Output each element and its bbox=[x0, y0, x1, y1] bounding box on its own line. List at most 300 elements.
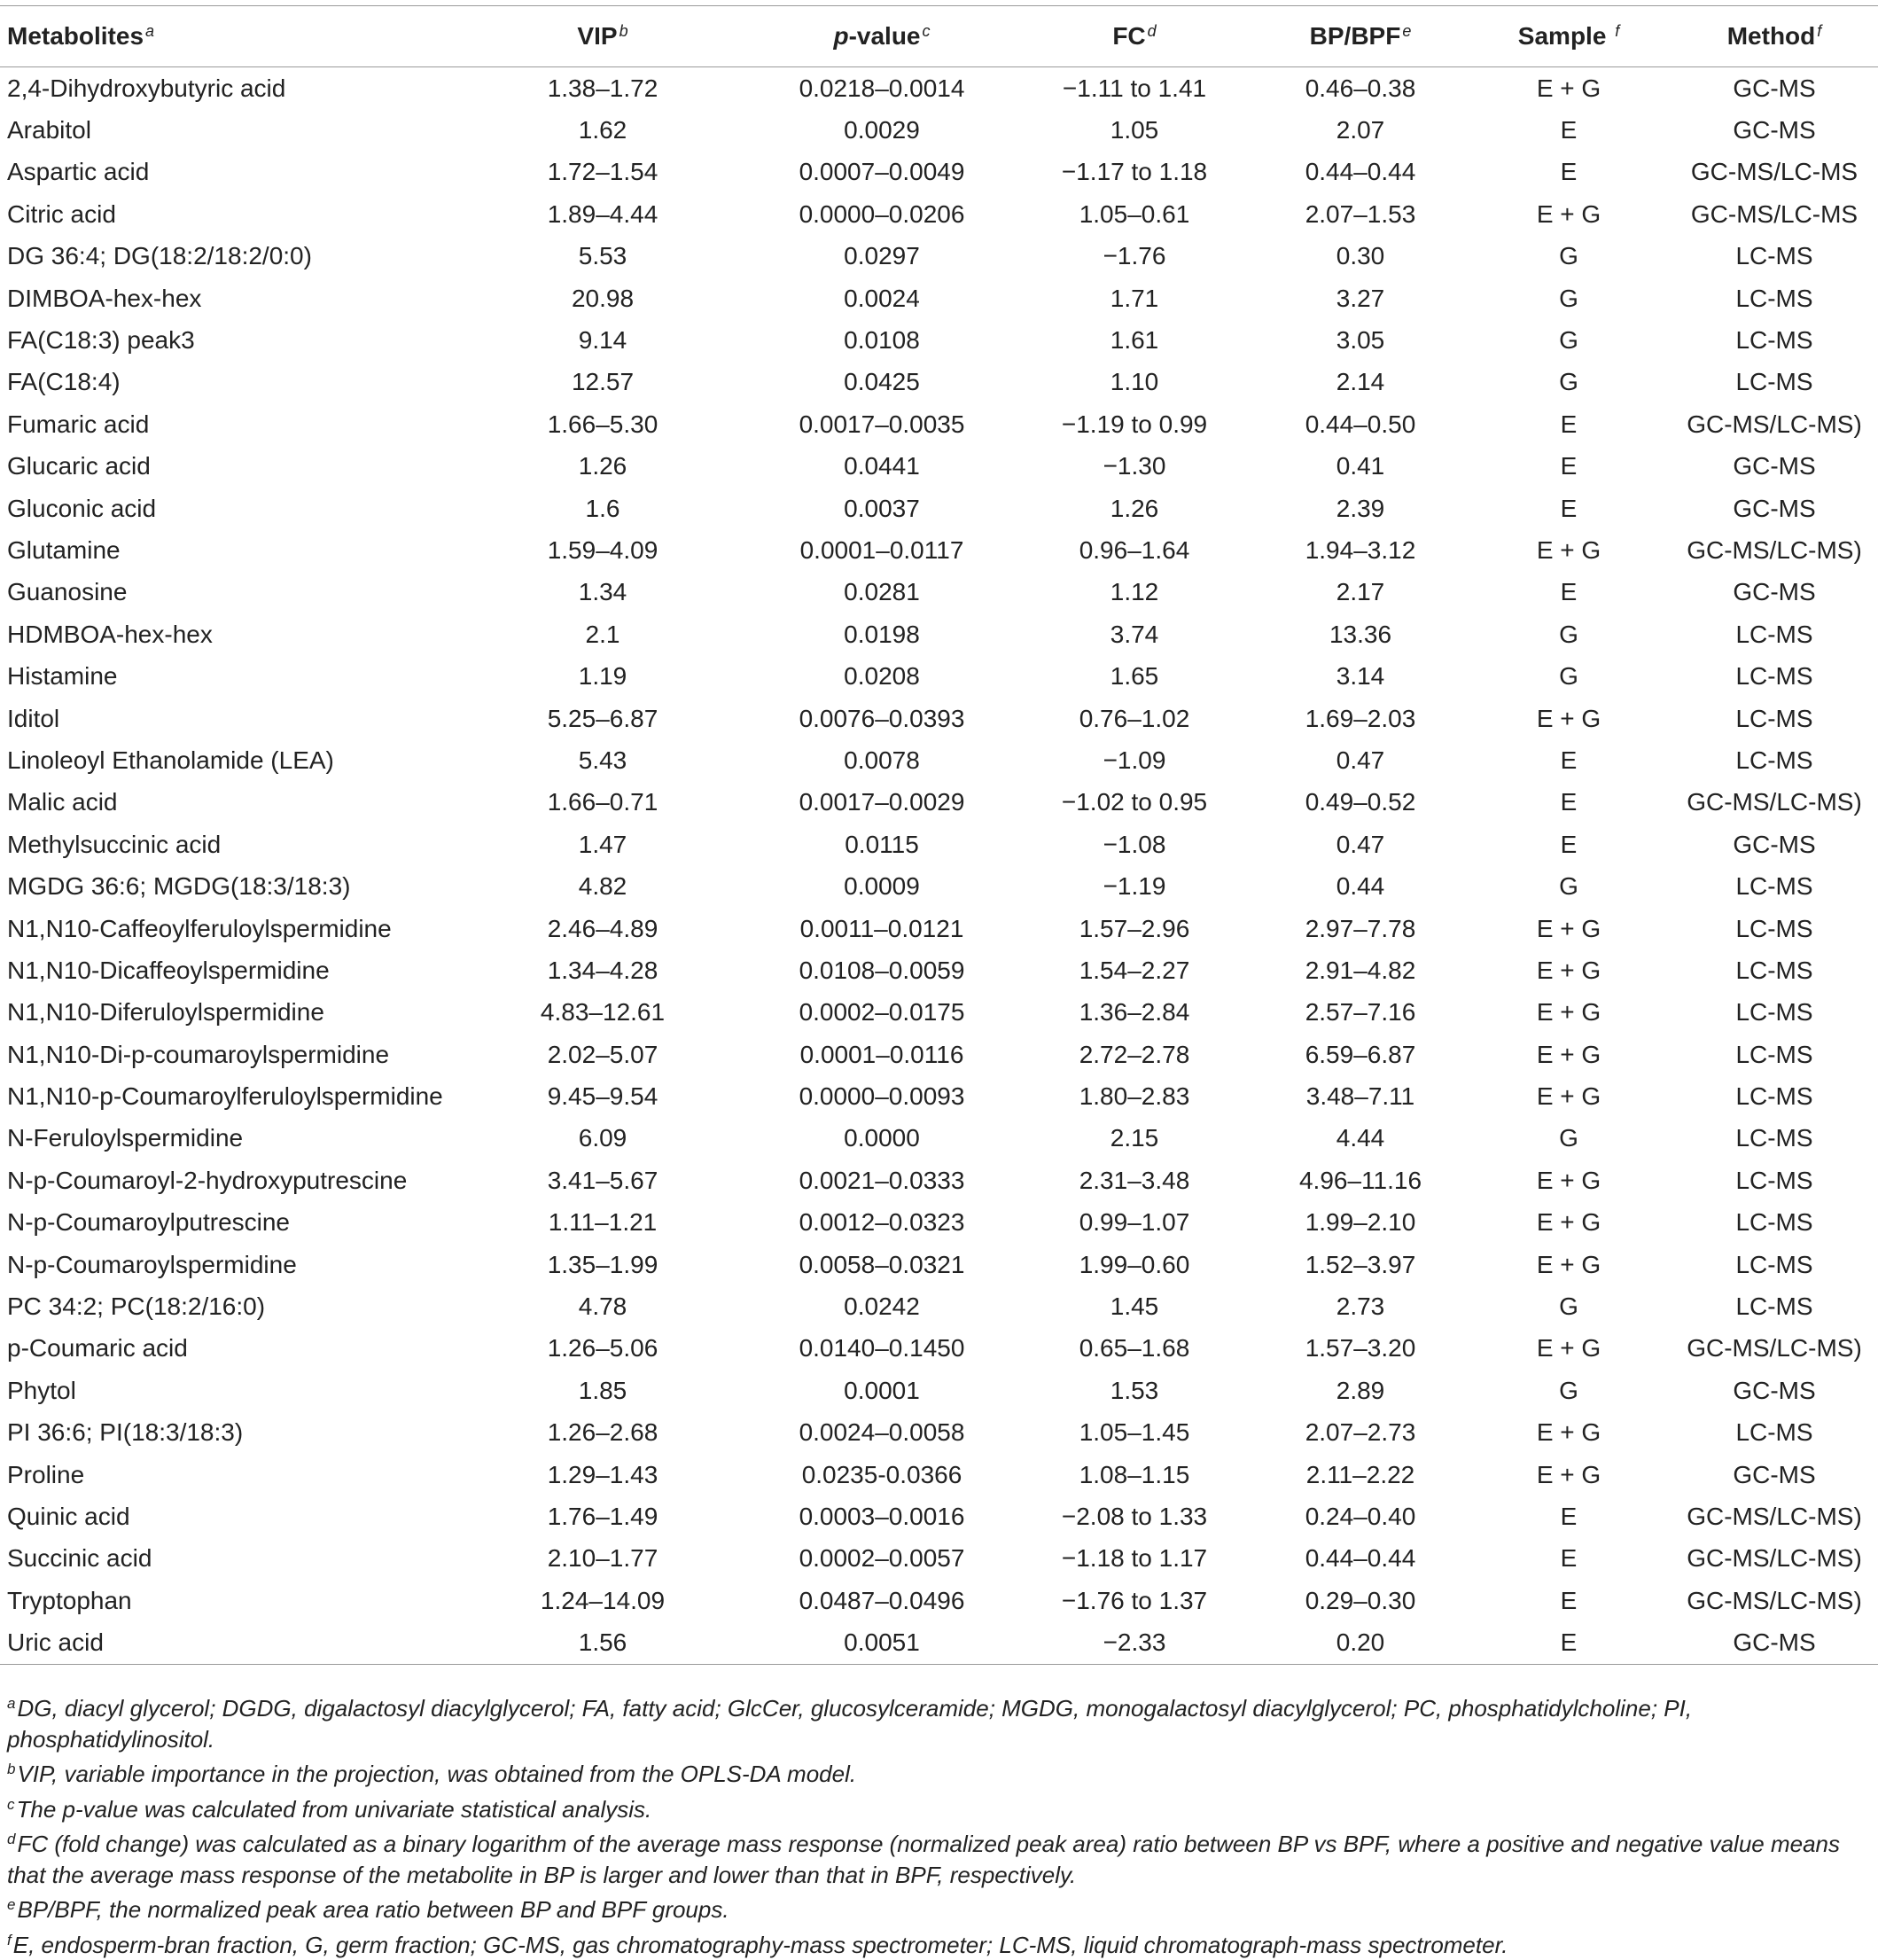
cell-vip: 4.78 bbox=[456, 1285, 749, 1327]
cell-bp-bpf: 2.39 bbox=[1254, 488, 1467, 529]
cell-metabolite: p-Coumaric acid bbox=[0, 1328, 456, 1370]
cell-method: LC-MS bbox=[1671, 1412, 1878, 1454]
cell-vip: 6.09 bbox=[456, 1118, 749, 1160]
cell-bp-bpf: 0.41 bbox=[1254, 446, 1467, 488]
cell-p-value: 0.0198 bbox=[749, 613, 1015, 655]
cell-p-value: 0.0000–0.0093 bbox=[749, 1075, 1015, 1117]
cell-method: LC-MS bbox=[1671, 949, 1878, 991]
cell-fc: −1.76 bbox=[1015, 236, 1254, 277]
cell-sample: E bbox=[1467, 109, 1671, 151]
cell-vip: 1.6 bbox=[456, 488, 749, 529]
cell-metabolite: FA(C18:3) peak3 bbox=[0, 319, 456, 361]
cell-p-value: 0.0297 bbox=[749, 236, 1015, 277]
cell-bp-bpf: 4.44 bbox=[1254, 1118, 1467, 1160]
cell-sample: E bbox=[1467, 739, 1671, 781]
cell-bp-bpf: 2.07–2.73 bbox=[1254, 1412, 1467, 1454]
cell-vip: 1.19 bbox=[456, 655, 749, 697]
cell-metabolite: FA(C18:4) bbox=[0, 362, 456, 403]
cell-p-value: 0.0051 bbox=[749, 1621, 1015, 1664]
cell-bp-bpf: 1.69–2.03 bbox=[1254, 698, 1467, 739]
cell-vip: 3.41–5.67 bbox=[456, 1160, 749, 1201]
cell-sample: G bbox=[1467, 319, 1671, 361]
cell-fc: 1.65 bbox=[1015, 655, 1254, 697]
cell-bp-bpf: 0.47 bbox=[1254, 824, 1467, 865]
cell-fc: 2.31–3.48 bbox=[1015, 1160, 1254, 1201]
cell-metabolite: DG 36:4; DG(18:2/18:2/0:0) bbox=[0, 236, 456, 277]
cell-sample: G bbox=[1467, 1118, 1671, 1160]
cell-fc: 0.76–1.02 bbox=[1015, 698, 1254, 739]
cell-vip: 1.29–1.43 bbox=[456, 1454, 749, 1495]
cell-method: GC-MS/LC-MS) bbox=[1671, 1495, 1878, 1537]
cell-fc: 1.05–0.61 bbox=[1015, 193, 1254, 235]
cell-p-value: 0.0425 bbox=[749, 362, 1015, 403]
cell-bp-bpf: 0.44–0.44 bbox=[1254, 1538, 1467, 1580]
cell-method: GC-MS bbox=[1671, 572, 1878, 613]
table-row bbox=[0, 1328, 1878, 1370]
cell-metabolite: Guanosine bbox=[0, 572, 456, 613]
cell-bp-bpf: 0.49–0.52 bbox=[1254, 782, 1467, 824]
cell-fc: 2.15 bbox=[1015, 1118, 1254, 1160]
cell-bp-bpf: 2.91–4.82 bbox=[1254, 949, 1467, 991]
cell-p-value: 0.0017–0.0035 bbox=[749, 403, 1015, 445]
cell-metabolite: 2,4-Dihydroxybutyric acid bbox=[0, 67, 456, 110]
cell-metabolite: Glucaric acid bbox=[0, 446, 456, 488]
cell-method: GC-MS/LC-MS) bbox=[1671, 1328, 1878, 1370]
cell-metabolite: N-p-Coumaroylputrescine bbox=[0, 1202, 456, 1244]
table-row bbox=[0, 992, 1878, 1034]
table-body bbox=[0, 67, 1878, 1665]
cell-sample: E + G bbox=[1467, 1328, 1671, 1370]
cell-vip: 1.34 bbox=[456, 572, 749, 613]
table-row bbox=[0, 277, 1878, 319]
cell-p-value: 0.0242 bbox=[749, 1285, 1015, 1327]
table-row bbox=[0, 362, 1878, 403]
cell-method: GC-MS/LC-MS) bbox=[1671, 529, 1878, 571]
footnote-text: E, endosperm-bran fraction, G, germ fraction; GC-MS, gas chromatography-mass spectrometer; LC-MS, liquid chromatograph-mass spectrometer. bbox=[13, 1932, 1508, 1958]
cell-vip: 1.38–1.72 bbox=[456, 67, 749, 110]
cell-metabolite: N-p-Coumaroyl-2-hydroxyputrescine bbox=[0, 1160, 456, 1201]
cell-metabolite: Quinic acid bbox=[0, 1495, 456, 1537]
cell-bp-bpf: 0.24–0.40 bbox=[1254, 1495, 1467, 1537]
cell-method: LC-MS bbox=[1671, 865, 1878, 907]
header-method: Method $^f$ bbox=[1671, 6, 1878, 67]
cell-fc: −1.19 to 0.99 bbox=[1015, 403, 1254, 445]
cell-sample: E + G bbox=[1467, 698, 1671, 739]
cell-sample: G bbox=[1467, 236, 1671, 277]
metabolites-table bbox=[0, 5, 1878, 1665]
cell-fc: −2.08 to 1.33 bbox=[1015, 1495, 1254, 1537]
cell-fc: −1.02 to 0.95 bbox=[1015, 782, 1254, 824]
table-row bbox=[0, 572, 1878, 613]
cell-metabolite: PI 36:6; PI(18:3/18:3) bbox=[0, 1412, 456, 1454]
cell-fc: 1.99–0.60 bbox=[1015, 1244, 1254, 1285]
cell-sample: E + G bbox=[1467, 1034, 1671, 1075]
cell-sample: E bbox=[1467, 1621, 1671, 1664]
cell-fc: 1.45 bbox=[1015, 1285, 1254, 1327]
cell-vip: 5.25–6.87 bbox=[456, 698, 749, 739]
cell-fc: −1.17 to 1.18 bbox=[1015, 152, 1254, 193]
table-row bbox=[0, 529, 1878, 571]
cell-method: GC-MS bbox=[1671, 824, 1878, 865]
cell-sample: E + G bbox=[1467, 949, 1671, 991]
cell-vip: 2.10–1.77 bbox=[456, 1538, 749, 1580]
cell-p-value: 0.0021–0.0333 bbox=[749, 1160, 1015, 1201]
cell-metabolite: Uric acid bbox=[0, 1621, 456, 1664]
cell-p-value: 0.0002–0.0057 bbox=[749, 1538, 1015, 1580]
cell-sample: G bbox=[1467, 362, 1671, 403]
cell-method: LC-MS bbox=[1671, 1285, 1878, 1327]
cell-sample: E + G bbox=[1467, 1244, 1671, 1285]
cell-p-value: 0.0003–0.0016 bbox=[749, 1495, 1015, 1537]
footnote-a bbox=[7, 1689, 1874, 1754]
cell-fc: 0.65–1.68 bbox=[1015, 1328, 1254, 1370]
cell-bp-bpf: 6.59–6.87 bbox=[1254, 1034, 1467, 1075]
cell-sample: G bbox=[1467, 865, 1671, 907]
header-vip: VIP $^b$ bbox=[456, 6, 749, 67]
cell-p-value: 0.0024 bbox=[749, 277, 1015, 319]
cell-method: GC-MS bbox=[1671, 1621, 1878, 1664]
cell-bp-bpf: 2.97–7.78 bbox=[1254, 908, 1467, 949]
cell-sample: E bbox=[1467, 1538, 1671, 1580]
footnote-text: DG, diacyl glycerol; DGDG, digalactosyl diacylglycerol; FA, fatty acid; GlcCer, glucosylceramide; MGDG, monogalactosyl diacylglycerol; PC, phosphatidylcholine; PI, phosphatidylinositol. bbox=[7, 1695, 1692, 1753]
cell-p-value: 0.0024–0.0058 bbox=[749, 1412, 1015, 1454]
footnote-c bbox=[7, 1790, 1874, 1825]
cell-sample: E + G bbox=[1467, 529, 1671, 571]
cell-method: LC-MS bbox=[1671, 236, 1878, 277]
cell-sample: E bbox=[1467, 152, 1671, 193]
cell-metabolite: N1,N10-p-Coumaroylferuloylspermidine bbox=[0, 1075, 456, 1117]
cell-method: GC-MS bbox=[1671, 446, 1878, 488]
cell-sample: G bbox=[1467, 613, 1671, 655]
cell-vip: 1.76–1.49 bbox=[456, 1495, 749, 1537]
cell-p-value: 0.0076–0.0393 bbox=[749, 698, 1015, 739]
cell-metabolite: Proline bbox=[0, 1454, 456, 1495]
cell-sample: E bbox=[1467, 1495, 1671, 1537]
cell-fc: 0.96–1.64 bbox=[1015, 529, 1254, 571]
cell-vip: 1.66–0.71 bbox=[456, 782, 749, 824]
footnote-mark: e bbox=[7, 1896, 15, 1913]
cell-method: LC-MS bbox=[1671, 1034, 1878, 1075]
table-row bbox=[0, 236, 1878, 277]
cell-p-value: 0.0001–0.0116 bbox=[749, 1034, 1015, 1075]
cell-p-value: 0.0140–0.1450 bbox=[749, 1328, 1015, 1370]
cell-method: LC-MS bbox=[1671, 908, 1878, 949]
cell-p-value: 0.0011–0.0121 bbox=[749, 908, 1015, 949]
cell-p-value: 0.0058–0.0321 bbox=[749, 1244, 1015, 1285]
cell-sample: E + G bbox=[1467, 193, 1671, 235]
cell-p-value: 0.0115 bbox=[749, 824, 1015, 865]
cell-fc: −2.33 bbox=[1015, 1621, 1254, 1664]
cell-fc: 1.12 bbox=[1015, 572, 1254, 613]
cell-bp-bpf: 2.89 bbox=[1254, 1370, 1467, 1411]
cell-bp-bpf: 0.44–0.44 bbox=[1254, 152, 1467, 193]
cell-sample: E + G bbox=[1467, 1075, 1671, 1117]
cell-vip: 9.45–9.54 bbox=[456, 1075, 749, 1117]
cell-p-value: 0.0007–0.0049 bbox=[749, 152, 1015, 193]
cell-bp-bpf: 2.07–1.53 bbox=[1254, 193, 1467, 235]
cell-p-value: 0.0012–0.0323 bbox=[749, 1202, 1015, 1244]
footnotes bbox=[7, 1689, 1874, 1960]
header-row bbox=[0, 6, 1878, 67]
cell-method: LC-MS bbox=[1671, 277, 1878, 319]
table-row bbox=[0, 698, 1878, 739]
cell-bp-bpf: 0.44 bbox=[1254, 865, 1467, 907]
cell-sample: E bbox=[1467, 572, 1671, 613]
cell-method: GC-MS/LC-MS) bbox=[1671, 1538, 1878, 1580]
cell-p-value: 0.0029 bbox=[749, 109, 1015, 151]
cell-bp-bpf: 1.94–3.12 bbox=[1254, 529, 1467, 571]
cell-fc: −1.30 bbox=[1015, 446, 1254, 488]
table-row bbox=[0, 67, 1878, 110]
cell-vip: 1.85 bbox=[456, 1370, 749, 1411]
footnote-mark: b bbox=[7, 1761, 15, 1777]
cell-vip: 1.89–4.44 bbox=[456, 193, 749, 235]
cell-fc: 1.53 bbox=[1015, 1370, 1254, 1411]
cell-sample: E + G bbox=[1467, 992, 1671, 1034]
footnote-text: VIP, variable importance in the projection, was obtained from the OPLS-DA model. bbox=[17, 1761, 856, 1787]
cell-fc: 1.05–1.45 bbox=[1015, 1412, 1254, 1454]
table-row bbox=[0, 1621, 1878, 1664]
cell-p-value: 0.0000–0.0206 bbox=[749, 193, 1015, 235]
table-row bbox=[0, 1454, 1878, 1495]
cell-method: LC-MS bbox=[1671, 1244, 1878, 1285]
cell-metabolite: Malic acid bbox=[0, 782, 456, 824]
footnote-text: BP/BPF, the normalized peak area ratio between BP and BPF groups. bbox=[17, 1896, 729, 1923]
footnote-e bbox=[7, 1890, 1874, 1925]
cell-vip: 1.24–14.09 bbox=[456, 1580, 749, 1621]
table-row bbox=[0, 109, 1878, 151]
cell-method: LC-MS bbox=[1671, 362, 1878, 403]
footnote-mark: c bbox=[7, 1796, 15, 1813]
cell-bp-bpf: 0.30 bbox=[1254, 236, 1467, 277]
cell-sample: E + G bbox=[1467, 1454, 1671, 1495]
cell-sample: E + G bbox=[1467, 1412, 1671, 1454]
cell-vip: 4.83–12.61 bbox=[456, 992, 749, 1034]
cell-vip: 1.56 bbox=[456, 1621, 749, 1664]
header-p-value: p-value $^c$ bbox=[749, 6, 1015, 67]
cell-bp-bpf: 0.46–0.38 bbox=[1254, 67, 1467, 110]
cell-vip: 1.47 bbox=[456, 824, 749, 865]
cell-bp-bpf: 2.07 bbox=[1254, 109, 1467, 151]
table-row bbox=[0, 1538, 1878, 1580]
cell-method: GC-MS bbox=[1671, 67, 1878, 110]
table-row bbox=[0, 1580, 1878, 1621]
cell-metabolite: Linoleoyl Ethanolamide (LEA) bbox=[0, 739, 456, 781]
cell-vip: 1.72–1.54 bbox=[456, 152, 749, 193]
cell-bp-bpf: 3.14 bbox=[1254, 655, 1467, 697]
cell-vip: 4.82 bbox=[456, 865, 749, 907]
cell-sample: E + G bbox=[1467, 67, 1671, 110]
cell-sample: G bbox=[1467, 1370, 1671, 1411]
cell-metabolite: Aspartic acid bbox=[0, 152, 456, 193]
table-row bbox=[0, 613, 1878, 655]
cell-sample: E bbox=[1467, 1580, 1671, 1621]
cell-vip: 2.46–4.89 bbox=[456, 908, 749, 949]
cell-fc: 1.08–1.15 bbox=[1015, 1454, 1254, 1495]
table-row bbox=[0, 1370, 1878, 1411]
cell-metabolite: N-p-Coumaroylspermidine bbox=[0, 1244, 456, 1285]
cell-method: GC-MS/LC-MS bbox=[1671, 193, 1878, 235]
cell-fc: 1.80–2.83 bbox=[1015, 1075, 1254, 1117]
cell-vip: 12.57 bbox=[456, 362, 749, 403]
cell-method: LC-MS bbox=[1671, 1075, 1878, 1117]
cell-vip: 1.59–4.09 bbox=[456, 529, 749, 571]
cell-metabolite: Iditol bbox=[0, 698, 456, 739]
cell-method: GC-MS bbox=[1671, 109, 1878, 151]
cell-bp-bpf: 0.20 bbox=[1254, 1621, 1467, 1664]
cell-p-value: 0.0017–0.0029 bbox=[749, 782, 1015, 824]
cell-metabolite: PC 34:2; PC(18:2/16:0) bbox=[0, 1285, 456, 1327]
footnote-b bbox=[7, 1754, 1874, 1790]
cell-p-value: 0.0281 bbox=[749, 572, 1015, 613]
cell-sample: G bbox=[1467, 655, 1671, 697]
cell-method: LC-MS bbox=[1671, 613, 1878, 655]
cell-bp-bpf: 3.05 bbox=[1254, 319, 1467, 361]
cell-p-value: 0.0208 bbox=[749, 655, 1015, 697]
cell-vip: 1.34–4.28 bbox=[456, 949, 749, 991]
cell-metabolite: Tryptophan bbox=[0, 1580, 456, 1621]
cell-vip: 5.53 bbox=[456, 236, 749, 277]
cell-bp-bpf: 2.57–7.16 bbox=[1254, 992, 1467, 1034]
cell-bp-bpf: 3.27 bbox=[1254, 277, 1467, 319]
cell-bp-bpf: 2.11–2.22 bbox=[1254, 1454, 1467, 1495]
cell-p-value: 0.0108 bbox=[749, 319, 1015, 361]
cell-p-value: 0.0078 bbox=[749, 739, 1015, 781]
cell-vip: 1.26 bbox=[456, 446, 749, 488]
cell-metabolite: N1,N10-Di-p-coumaroylspermidine bbox=[0, 1034, 456, 1075]
cell-method: LC-MS bbox=[1671, 1118, 1878, 1160]
cell-p-value: 0.0037 bbox=[749, 488, 1015, 529]
cell-p-value: 0.0000 bbox=[749, 1118, 1015, 1160]
cell-metabolite: DIMBOA-hex-hex bbox=[0, 277, 456, 319]
footnote-text: FC (fold change) was calculated as a binary logarithm of the average mass response (normalized peak area) ratio between BP vs BPF, where a positive and negative value means that the average mass response of the metabolite in BP is larger and lower than that in BPF, respectively. bbox=[7, 1831, 1840, 1888]
cell-bp-bpf: 1.52–3.97 bbox=[1254, 1244, 1467, 1285]
table-row bbox=[0, 865, 1878, 907]
cell-fc: −1.76 to 1.37 bbox=[1015, 1580, 1254, 1621]
table-row bbox=[0, 824, 1878, 865]
cell-bp-bpf: 13.36 bbox=[1254, 613, 1467, 655]
cell-fc: 1.71 bbox=[1015, 277, 1254, 319]
cell-sample: G bbox=[1467, 277, 1671, 319]
cell-sample: E + G bbox=[1467, 908, 1671, 949]
cell-p-value: 0.0235-0.0366 bbox=[749, 1454, 1015, 1495]
cell-sample: E bbox=[1467, 782, 1671, 824]
table-row bbox=[0, 1495, 1878, 1537]
cell-sample: E + G bbox=[1467, 1160, 1671, 1201]
cell-vip: 1.11–1.21 bbox=[456, 1202, 749, 1244]
cell-bp-bpf: 2.17 bbox=[1254, 572, 1467, 613]
cell-p-value: 0.0001–0.0117 bbox=[749, 529, 1015, 571]
cell-sample: E + G bbox=[1467, 1202, 1671, 1244]
cell-bp-bpf: 0.29–0.30 bbox=[1254, 1580, 1467, 1621]
cell-metabolite: MGDG 36:6; MGDG(18:3/18:3) bbox=[0, 865, 456, 907]
cell-method: GC-MS bbox=[1671, 1370, 1878, 1411]
cell-vip: 1.26–2.68 bbox=[456, 1412, 749, 1454]
cell-p-value: 0.0487–0.0496 bbox=[749, 1580, 1015, 1621]
table-row bbox=[0, 193, 1878, 235]
table-row bbox=[0, 403, 1878, 445]
cell-metabolite: Fumaric acid bbox=[0, 403, 456, 445]
cell-metabolite: N1,N10-Diferuloylspermidine bbox=[0, 992, 456, 1034]
cell-metabolite: Histamine bbox=[0, 655, 456, 697]
cell-fc: 1.61 bbox=[1015, 319, 1254, 361]
cell-method: GC-MS bbox=[1671, 1454, 1878, 1495]
cell-p-value: 0.0108–0.0059 bbox=[749, 949, 1015, 991]
table-row bbox=[0, 1285, 1878, 1327]
cell-vip: 1.35–1.99 bbox=[456, 1244, 749, 1285]
cell-method: LC-MS bbox=[1671, 1160, 1878, 1201]
cell-fc: 0.99–1.07 bbox=[1015, 1202, 1254, 1244]
table-row bbox=[0, 152, 1878, 193]
cell-method: LC-MS bbox=[1671, 655, 1878, 697]
cell-method: GC-MS/LC-MS) bbox=[1671, 782, 1878, 824]
cell-metabolite: N1,N10-Caffeoylferuloylspermidine bbox=[0, 908, 456, 949]
cell-vip: 1.62 bbox=[456, 109, 749, 151]
cell-p-value: 0.0218–0.0014 bbox=[749, 67, 1015, 110]
cell-fc: 1.05 bbox=[1015, 109, 1254, 151]
table-row bbox=[0, 1034, 1878, 1075]
cell-method: LC-MS bbox=[1671, 992, 1878, 1034]
header-bp-bpf: BP/BPF $^e$ bbox=[1254, 6, 1467, 67]
cell-metabolite: Succinic acid bbox=[0, 1538, 456, 1580]
cell-sample: E bbox=[1467, 488, 1671, 529]
cell-vip: 2.1 bbox=[456, 613, 749, 655]
cell-fc: 1.36–2.84 bbox=[1015, 992, 1254, 1034]
cell-vip: 1.26–5.06 bbox=[456, 1328, 749, 1370]
cell-bp-bpf: 1.99–2.10 bbox=[1254, 1202, 1467, 1244]
table-row bbox=[0, 446, 1878, 488]
footnote-f bbox=[7, 1925, 1874, 1960]
cell-method: GC-MS/LC-MS bbox=[1671, 152, 1878, 193]
cell-fc: 3.74 bbox=[1015, 613, 1254, 655]
cell-vip: 2.02–5.07 bbox=[456, 1034, 749, 1075]
table-row bbox=[0, 655, 1878, 697]
cell-fc: 2.72–2.78 bbox=[1015, 1034, 1254, 1075]
table-row bbox=[0, 739, 1878, 781]
cell-bp-bpf: 1.57–3.20 bbox=[1254, 1328, 1467, 1370]
footnote-mark: a bbox=[7, 1695, 15, 1712]
cell-metabolite: Glutamine bbox=[0, 529, 456, 571]
cell-method: GC-MS bbox=[1671, 488, 1878, 529]
cell-bp-bpf: 2.14 bbox=[1254, 362, 1467, 403]
cell-fc: −1.09 bbox=[1015, 739, 1254, 781]
cell-p-value: 0.0441 bbox=[749, 446, 1015, 488]
cell-fc: −1.08 bbox=[1015, 824, 1254, 865]
cell-bp-bpf: 0.47 bbox=[1254, 739, 1467, 781]
cell-method: LC-MS bbox=[1671, 698, 1878, 739]
cell-fc: −1.18 to 1.17 bbox=[1015, 1538, 1254, 1580]
header-metabolites: Metabolites $^a$ bbox=[0, 6, 456, 67]
footnote-d bbox=[7, 1824, 1874, 1890]
table-row bbox=[0, 1412, 1878, 1454]
cell-metabolite: Citric acid bbox=[0, 193, 456, 235]
cell-metabolite: HDMBOA-hex-hex bbox=[0, 613, 456, 655]
cell-sample: E bbox=[1467, 446, 1671, 488]
table-row bbox=[0, 1075, 1878, 1117]
footnote-text: The p-value was calculated from univariate statistical analysis. bbox=[17, 1796, 652, 1823]
cell-method: GC-MS/LC-MS) bbox=[1671, 1580, 1878, 1621]
cell-sample: E bbox=[1467, 403, 1671, 445]
cell-method: GC-MS/LC-MS) bbox=[1671, 403, 1878, 445]
table-row bbox=[0, 949, 1878, 991]
table-row bbox=[0, 782, 1878, 824]
cell-method: LC-MS bbox=[1671, 739, 1878, 781]
table-row bbox=[0, 488, 1878, 529]
cell-bp-bpf: 2.73 bbox=[1254, 1285, 1467, 1327]
cell-fc: −1.19 bbox=[1015, 865, 1254, 907]
cell-fc: 1.57–2.96 bbox=[1015, 908, 1254, 949]
table-row bbox=[0, 1118, 1878, 1160]
